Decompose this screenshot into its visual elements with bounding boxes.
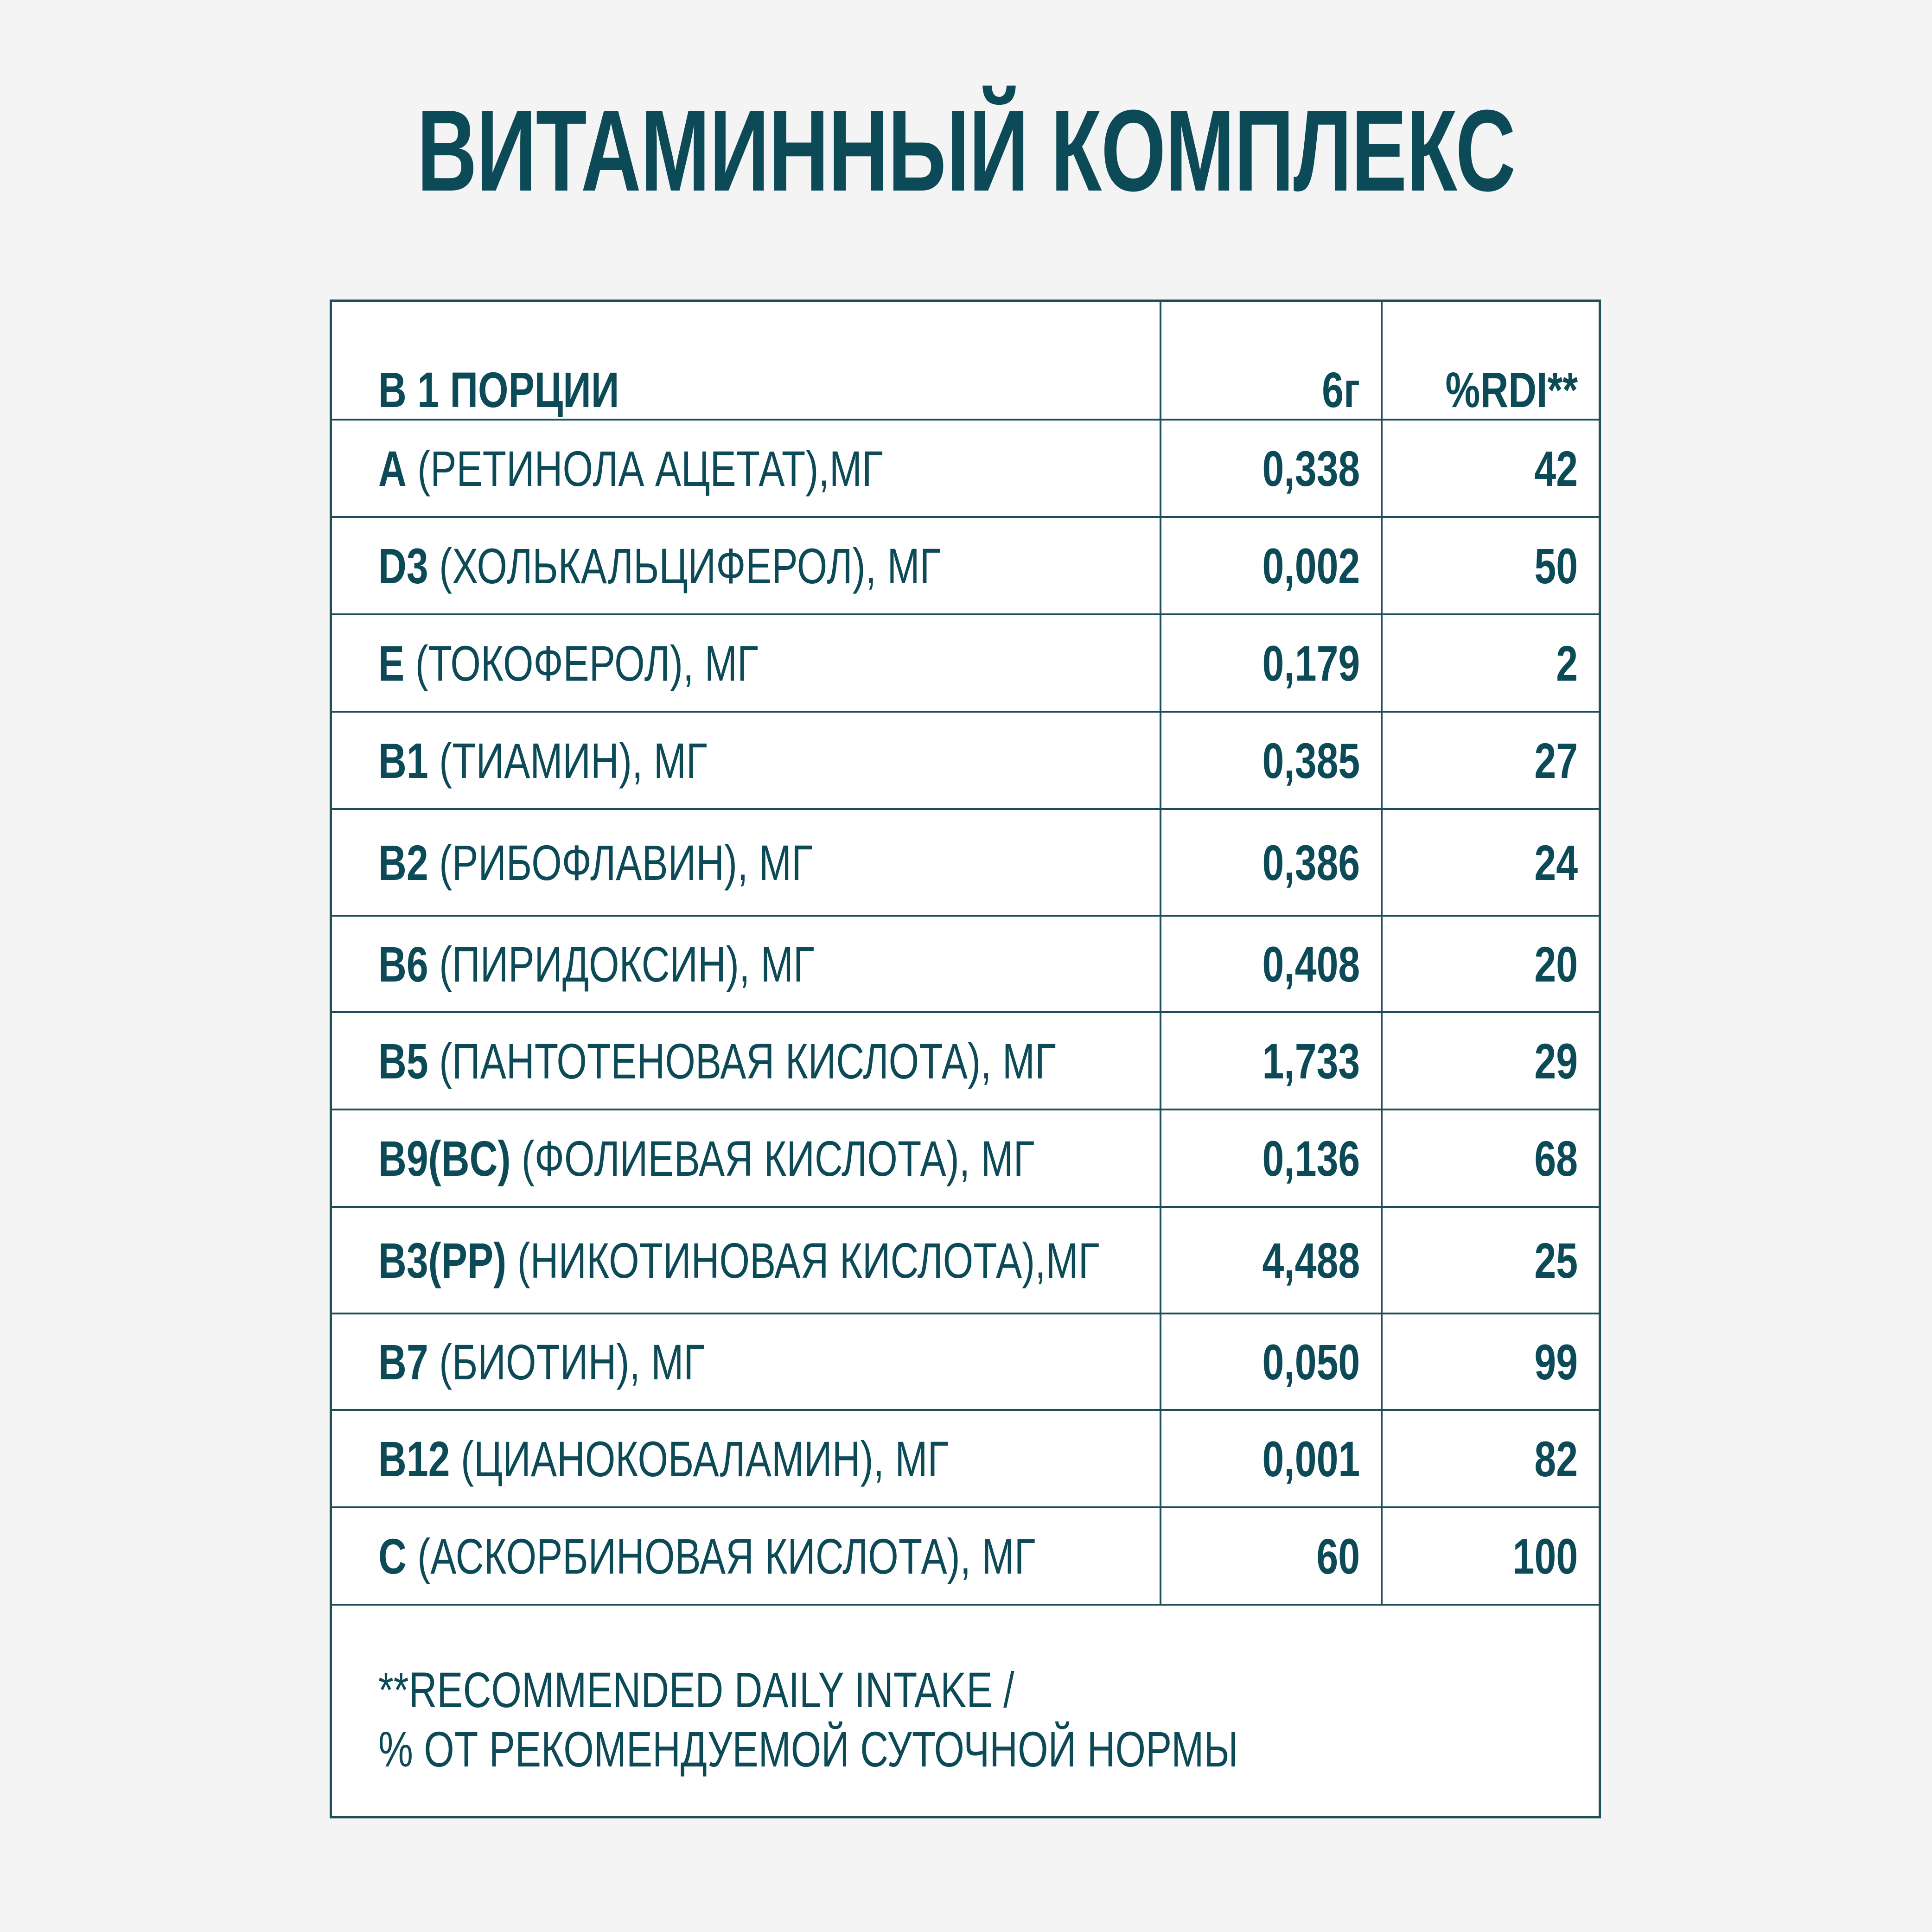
table-row xyxy=(332,1109,1599,1207)
amount-cell xyxy=(1160,1207,1382,1314)
table-row xyxy=(332,517,1599,614)
nutrient-name: (РЕТИНОЛА АЦЕТАТ),МГ xyxy=(406,440,883,497)
amount-value: 0,386 xyxy=(1262,834,1360,891)
amount-value: 0,001 xyxy=(1262,1430,1360,1487)
amount-cell xyxy=(1160,1410,1382,1507)
amount-value: 60 xyxy=(1316,1528,1360,1584)
nutrient-name: (АСКОРБИНОВАЯ КИСЛОТА), МГ xyxy=(406,1528,1036,1584)
nutrient-code: C xyxy=(378,1528,407,1584)
nutrient-cell xyxy=(332,1207,1160,1314)
nutrient-cell xyxy=(332,1012,1160,1109)
rdi-value: 82 xyxy=(1534,1430,1578,1487)
amount-cell xyxy=(1160,1507,1382,1605)
rdi-value: 50 xyxy=(1534,537,1578,594)
amount-cell xyxy=(1160,712,1382,809)
rdi-value: 2 xyxy=(1556,635,1578,691)
header-rdi-label: %RDI** xyxy=(1445,362,1578,418)
table-row xyxy=(332,1410,1599,1507)
rdi-value: 42 xyxy=(1534,440,1578,497)
nutrient-cell xyxy=(332,809,1160,916)
amount-value: 0,338 xyxy=(1262,440,1360,497)
vitamin-table xyxy=(332,302,1599,1606)
amount-value: 0,002 xyxy=(1262,537,1360,594)
rdi-cell xyxy=(1382,517,1599,614)
nutrient-code: B7 xyxy=(378,1333,428,1390)
nutrient-code: A xyxy=(378,440,407,497)
amount-value: 0,179 xyxy=(1262,635,1360,691)
amount-value: 0,408 xyxy=(1262,936,1360,992)
amount-cell xyxy=(1160,1109,1382,1207)
table-row xyxy=(332,1507,1599,1605)
rdi-cell xyxy=(1382,916,1599,1012)
nutrient-cell xyxy=(332,1410,1160,1507)
nutrient-cell xyxy=(332,1109,1160,1207)
nutrient-code: B12 xyxy=(378,1430,450,1487)
table-header-row xyxy=(332,302,1599,420)
header-serving-label: В 1 ПОРЦИИ xyxy=(378,362,619,418)
rdi-value: 27 xyxy=(1534,732,1578,789)
rdi-cell xyxy=(1382,1012,1599,1109)
nutrient-name: (БИОТИН), МГ xyxy=(428,1333,705,1390)
header-rdi-cell xyxy=(1382,302,1599,420)
rdi-cell xyxy=(1382,1109,1599,1207)
rdi-cell xyxy=(1382,1314,1599,1410)
header-amount-label: 6г xyxy=(1322,362,1360,418)
nutrient-name: (РИБОФЛАВИН), МГ xyxy=(428,834,813,891)
table-row xyxy=(332,809,1599,916)
amount-cell xyxy=(1160,916,1382,1012)
nutrient-cell xyxy=(332,1314,1160,1410)
table-row xyxy=(332,712,1599,809)
rdi-cell xyxy=(1382,1507,1599,1605)
amount-cell xyxy=(1160,614,1382,712)
nutrient-code: B9(BC) xyxy=(378,1130,511,1186)
amount-cell xyxy=(1160,420,1382,517)
nutrient-name: (ПИРИДОКСИН), МГ xyxy=(428,936,815,992)
table-row xyxy=(332,1314,1599,1410)
nutrient-code: B2 xyxy=(378,834,428,891)
rdi-cell xyxy=(1382,1207,1599,1314)
amount-cell xyxy=(1160,1012,1382,1109)
amount-value: 0,136 xyxy=(1262,1130,1360,1186)
footnote-line-1: **RECOMMENDED DAILY INTAKE / xyxy=(378,1662,1014,1718)
nutrient-name: (ФОЛИЕВАЯ КИСЛОТА), МГ xyxy=(510,1130,1035,1186)
rdi-value: 29 xyxy=(1534,1033,1578,1089)
table-row xyxy=(332,420,1599,517)
nutrient-code: B6 xyxy=(378,936,428,992)
nutrient-code: E xyxy=(378,635,405,691)
nutrient-cell xyxy=(332,916,1160,1012)
amount-value: 4,488 xyxy=(1262,1232,1360,1288)
nutrient-cell xyxy=(332,517,1160,614)
nutrient-name: (ТИАМИН), МГ xyxy=(428,732,708,789)
nutrient-cell xyxy=(332,614,1160,712)
rdi-cell xyxy=(1382,809,1599,916)
table-row xyxy=(332,916,1599,1012)
amount-cell xyxy=(1160,1314,1382,1410)
amount-value: 1,733 xyxy=(1262,1033,1360,1089)
nutrition-panel xyxy=(330,300,1601,1818)
footnote xyxy=(378,1660,1481,1779)
nutrient-cell xyxy=(332,712,1160,809)
footnote-line-2: % ОТ РЕКОМЕНДУЕМОЙ СУТОЧНОЙ НОРМЫ xyxy=(378,1721,1238,1777)
nutrient-code: B1 xyxy=(378,732,428,789)
nutrient-cell xyxy=(332,420,1160,517)
nutrient-cell xyxy=(332,1507,1160,1605)
header-amount-cell xyxy=(1160,302,1382,420)
amount-value: 0,050 xyxy=(1262,1333,1360,1390)
rdi-value: 25 xyxy=(1534,1232,1578,1288)
rdi-value: 24 xyxy=(1534,834,1578,891)
nutrient-name: (ТОКОФЕРОЛ), МГ xyxy=(404,635,759,691)
nutrient-name: (НИКОТИНОВАЯ КИСЛОТА),МГ xyxy=(506,1232,1100,1288)
nutrient-name: (ХОЛЬКАЛЬЦИФЕРОЛ), МГ xyxy=(428,537,941,594)
rdi-cell xyxy=(1382,420,1599,517)
amount-cell xyxy=(1160,809,1382,916)
table-row xyxy=(332,1207,1599,1314)
nutrient-code: B3(PP) xyxy=(378,1232,507,1288)
amount-cell xyxy=(1160,517,1382,614)
amount-value: 0,385 xyxy=(1262,732,1360,789)
rdi-cell xyxy=(1382,614,1599,712)
nutrient-name: (ЦИАНОКОБАЛАМИН), МГ xyxy=(450,1430,949,1487)
rdi-value: 68 xyxy=(1534,1130,1578,1186)
rdi-value: 100 xyxy=(1512,1528,1578,1584)
table-row xyxy=(332,1012,1599,1109)
page-title: ВИТАМИННЫЙ КОМПЛЕКС xyxy=(417,86,1515,215)
nutrient-name: (ПАНТОТЕНОВАЯ КИСЛОТА), МГ xyxy=(428,1033,1056,1089)
rdi-value: 99 xyxy=(1534,1333,1578,1390)
rdi-cell xyxy=(1382,712,1599,809)
header-serving-cell xyxy=(332,302,1160,420)
rdi-value: 20 xyxy=(1534,936,1578,992)
nutrient-code: B5 xyxy=(378,1033,428,1089)
rdi-cell xyxy=(1382,1410,1599,1507)
table-row xyxy=(332,614,1599,712)
nutrient-code: D3 xyxy=(378,537,428,594)
